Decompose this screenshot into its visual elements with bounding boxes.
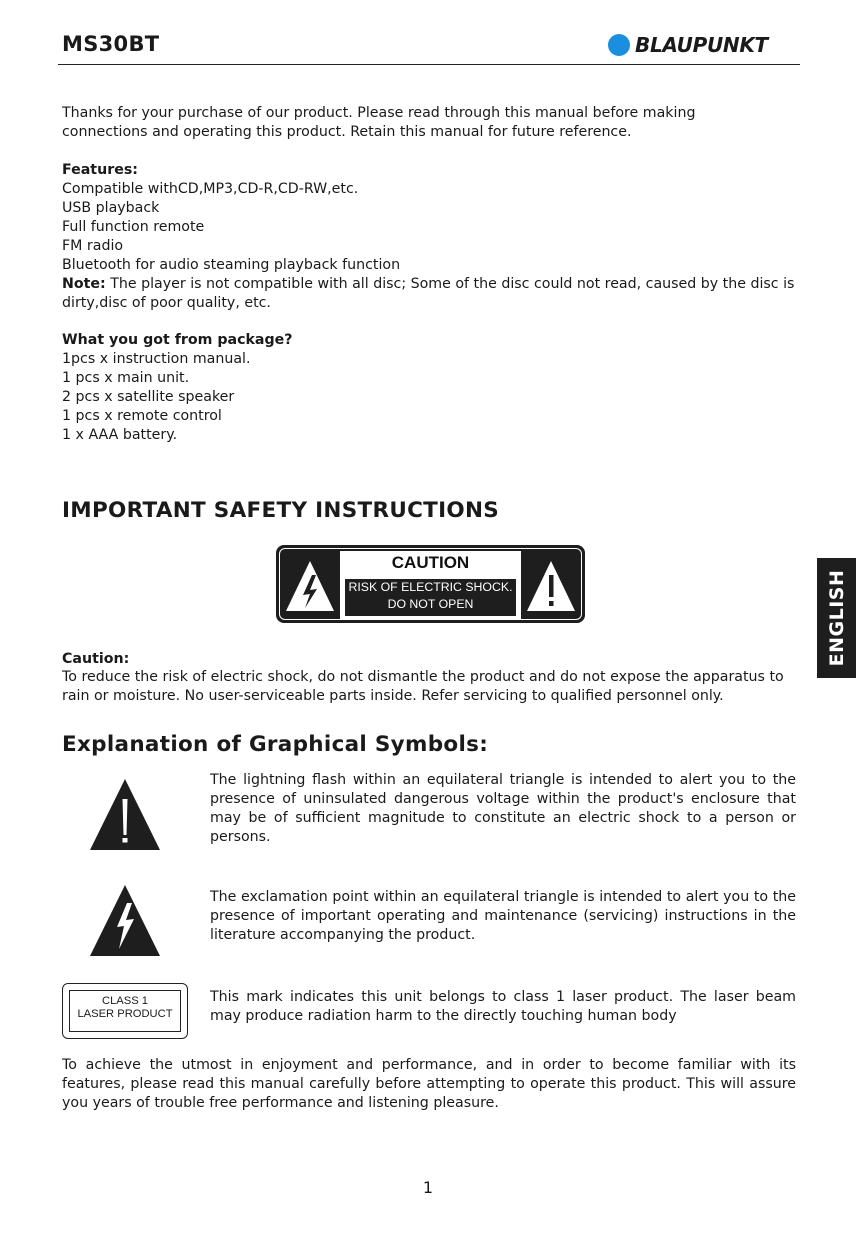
- symbol-description: This mark indicates this unit belongs to class 1 laser product. The laser beam may produce radiation harm to the directly touching human body: [210, 989, 796, 1024]
- list-item: 1 pcs x main unit.: [62, 370, 190, 386]
- features-note: [62, 275, 798, 313]
- intro-paragraph: Thanks for your purchase of our product. Please read through this manual before making connections and operating this product. Retain this manual for future reference.: [62, 105, 696, 140]
- features-heading: Features:: [62, 162, 138, 178]
- language-tab-label: ENGLISH: [825, 569, 848, 667]
- features-list: [62, 180, 762, 275]
- laser-class-line1: CLASS 1: [101, 995, 149, 1007]
- caution-subtext-line1: RISK OF ELECTRIC SHOCK.: [348, 580, 513, 594]
- laser-class-label: [62, 983, 188, 1039]
- caution-label: [276, 545, 585, 623]
- list-item: 1 x AAA battery.: [62, 427, 178, 443]
- note-text: The player is not compatible with all disc; Some of the disc could not read, caused by the disc is dirty,disc of poor quality, etc.: [62, 276, 795, 311]
- safety-heading: IMPORTANT SAFETY INSTRUCTIONS: [62, 498, 500, 523]
- brand-name: BLAUPUNKT: [635, 33, 768, 57]
- language-tab: [817, 558, 856, 678]
- brand-logo: [608, 32, 768, 58]
- caution-subtext-line2: DO NOT OPEN: [387, 596, 474, 611]
- header-divider: [58, 64, 800, 65]
- caution-heading: Caution:: [62, 651, 130, 667]
- package-heading: What you got from package?: [62, 332, 293, 348]
- laser-class-line2: LASER PRODUCT: [77, 1008, 173, 1020]
- caution-label-panel: [340, 551, 521, 619]
- lightning-triangle-icon: [284, 559, 336, 613]
- list-item: Bluetooth for audio steaming playback function: [62, 257, 401, 273]
- list-item: Full function remote: [62, 219, 205, 235]
- list-item: USB playback: [62, 200, 160, 216]
- exclamation-triangle-icon: [525, 559, 577, 613]
- caution-title: CAUTION: [391, 553, 470, 572]
- list-item: FM radio: [62, 238, 124, 254]
- caution-subtext: [345, 579, 516, 616]
- symbol-description: The exclamation point within an equilateral triangle is intended to alert you to the presence of important operating and maintenance (servicing) instructions in the literature accompanying the product.: [210, 889, 796, 943]
- page-number: 1: [422, 1178, 434, 1197]
- list-item: 2 pcs x satellite speaker: [62, 389, 235, 405]
- package-list: [62, 350, 462, 445]
- caution-text: To reduce the risk of electric shock, do not dismantle the product and do not expose the apparatus to rain or moisture. No user-serviceable parts inside. Refer servicing to qualified personnel only.: [62, 669, 784, 704]
- symbols-heading: Explanation of Graphical Symbols:: [62, 732, 489, 757]
- list-item: 1pcs x instruction manual.: [62, 351, 251, 367]
- exclamation-triangle-icon: [88, 777, 162, 853]
- laser-class-label-inner: [69, 990, 181, 1032]
- list-item: Compatible withCD,MP3,CD-R,CD-RW,etc.: [62, 181, 359, 197]
- brand-dot-icon: [608, 34, 630, 56]
- symbol-description: The lightning flash within an equilateral triangle is intended to alert you to the presence of uninsulated dangerous voltage within the product's enclosure that may be of sufficient magnitude to constitute an electric shock to a person or persons.: [210, 772, 796, 845]
- list-item: 1 pcs x remote control: [62, 408, 222, 424]
- closing-paragraph: To achieve the utmost in enjoyment and performance, and in order to become familiar with its features, please read this manual carefully before attempting to operate this product. This will assure you years of trouble free performance and listening pleasure.: [62, 1057, 796, 1111]
- lightning-triangle-icon: [88, 883, 162, 959]
- model-title: MS30BT: [62, 32, 160, 56]
- note-label: Note:: [62, 276, 106, 292]
